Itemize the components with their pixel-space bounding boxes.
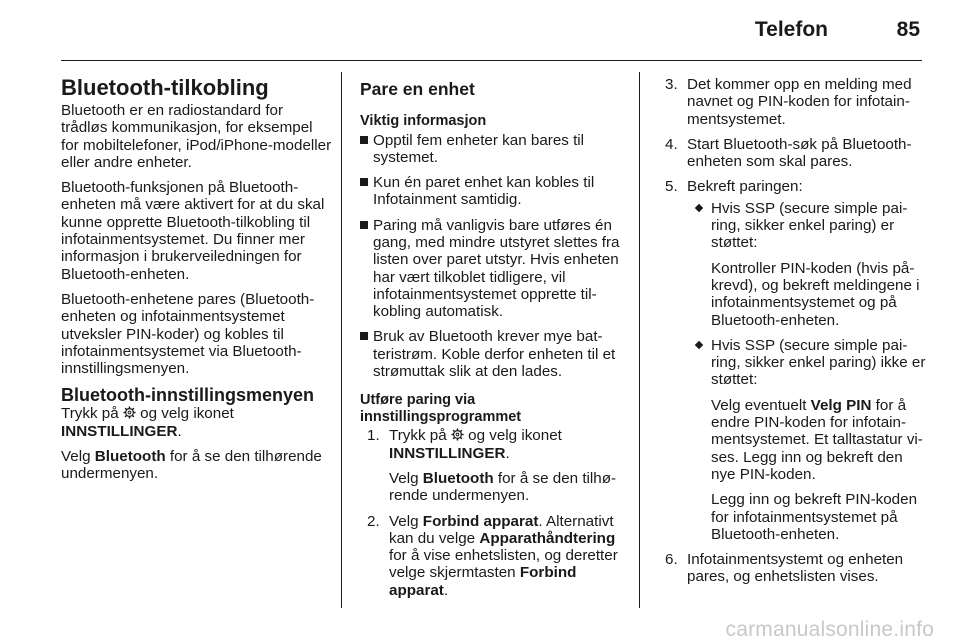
steps-list xyxy=(360,427,628,599)
watermark: carmanualsonline.info xyxy=(725,618,934,641)
list-item: Paring må vanligvis bare utføres én gang, med mindre utstyret slettes fra listen over paret utstyr. Hvis enheten har vært tilkoblet tidligere, vil infotainmentsystemet opprette tilkobling automatisk. xyxy=(360,217,628,321)
column-divider-2 xyxy=(639,72,640,608)
list-item: 5. Bekreft paringen: Hvis SSP (secure simple pairing, sikker enkel paring) er støttet: Kontroller PIN-koden (hvis påkrevd), og bekreft meldingene i infotainmentsystemet og på Bluetooth-enheten. Hvis SSP (secure simple pairing, sikker enkel paring) ikke er støttet: Velg eventuelt Velg PIN for å endre PIN-koden for infotainmentsystemet. Et talltastatur vises. Legg inn og bekreft den nye PIN-koden. Legg inn og bekreft PIN-koden for infotainmentsystemet på Bluetooth-enheten. xyxy=(665,178,926,543)
gear-icon xyxy=(451,428,464,441)
column-1 xyxy=(61,76,333,491)
step-detail: Kontroller PIN-koden (hvis påkrevd), og bekreft meldingene i infotainmentsystemet og på Bluetooth-enheten. xyxy=(711,259,920,329)
step-detail: Velg eventuelt Velg PIN for å endre PIN-koden for infotainmentsystemet. Et talltastatur vises. Legg inn og bekreft den nye PIN-koden. xyxy=(711,396,923,483)
page-number: 85 xyxy=(896,18,920,41)
paragraph: Bluetooth-funksjonen på Bluetooth-enheten må være aktivert for at du skal kunne opprette Bluetooth-tilkobling til infotainmentsystemet. Du finner mer informasjon i brukerveiledningen for Bluetooth-enheten. xyxy=(61,179,325,283)
paragraph: Bluetooth er en radiostandard for trådløs kommunikasjon, for eksempel for mobiltelefoner, iPod/iPhone-modeller eller andre enheter. xyxy=(61,102,332,171)
list-item: 1. Trykk på og velg ikonet INNSTILLINGER. Velg Bluetooth for å se den tilhørende undermenyen. xyxy=(367,427,628,504)
subsection-heading: Bluetooth-innstillingsmenyen xyxy=(61,385,315,406)
list-item: Hvis SSP (secure simple pairing, sikker enkel paring) er støttet: Kontroller PIN-koden (hvis påkrevd), og bekreft meldingene i infotainmentsystemet og på Bluetooth-enheten. xyxy=(687,200,927,329)
section-heading: Pare en enhet xyxy=(360,79,475,99)
list-item: 4. Start Bluetooth-søk på Bluetooth-enheten som skal pares. xyxy=(665,135,912,171)
step-detail: Legg inn og bekreft PIN-koden for infotainmentsystemet på Bluetooth-enheten. xyxy=(711,491,918,543)
section-heading: Bluetooth-tilkobling xyxy=(61,75,269,100)
step-detail: Velg Bluetooth for å se den tilhørende undermenyen. xyxy=(389,469,617,505)
list-item: 2. Velg Forbind apparat. Alternativt kan du velge Apparathåndtering for å vise enhetslisten, og deretter velge skjermtasten Forbind apparat. xyxy=(367,512,618,599)
paragraph: Velg Bluetooth for å se den tilhørende undermenyen. xyxy=(61,448,322,483)
list-item: Kun én paret enhet kan kobles til Infotainment samtidig. xyxy=(360,174,628,209)
condition-list xyxy=(687,200,927,543)
column-3 xyxy=(665,76,927,594)
column-divider-1 xyxy=(341,72,342,608)
info-heading: Viktig informasjon xyxy=(360,113,487,129)
info-list xyxy=(360,132,628,381)
gear-icon xyxy=(123,406,136,419)
list-item: 3. Det kommer opp en melding med navnet og PIN-koden for infotainmentsystemet. xyxy=(665,76,912,128)
steps-list-continued xyxy=(665,76,927,586)
list-item: Bruk av Bluetooth krever mye batteristrøm. Koble derfor enheten til et strømuttak slik at den lades. xyxy=(360,328,628,380)
paragraph: Bluetooth-enhetene pares (Bluetooth-enheten og infotainmentsystemet utveksler PIN-koder) og kobles til infotainmentsystemet via Bluetooth-innstillingsmenyen. xyxy=(61,290,315,378)
list-item: 6. Infotainmentsystemt og enheten pares, og enhetslisten vises. xyxy=(665,551,904,586)
header-rule xyxy=(61,60,922,61)
list-item: Hvis SSP (secure simple pairing, sikker enkel paring) ikke er støttet: Velg eventuelt Velg PIN for å endre PIN-koden for infotainmentsystemet. Et talltastatur vises. Legg inn og bekreft den nye PIN-koden. Legg inn og bekreft PIN-koden for infotainmentsystemet på Bluetooth-enheten. xyxy=(687,337,927,543)
header-title: Telefon xyxy=(754,18,828,41)
list-item: Opptil fem enheter kan bares til systemet. xyxy=(360,132,628,167)
column-2 xyxy=(360,76,628,607)
paragraph: Trykk på og velg ikonet INNSTILLINGER. xyxy=(61,405,234,440)
subsection-heading: Utføre paring via innstillingsprogrammet xyxy=(360,392,522,425)
